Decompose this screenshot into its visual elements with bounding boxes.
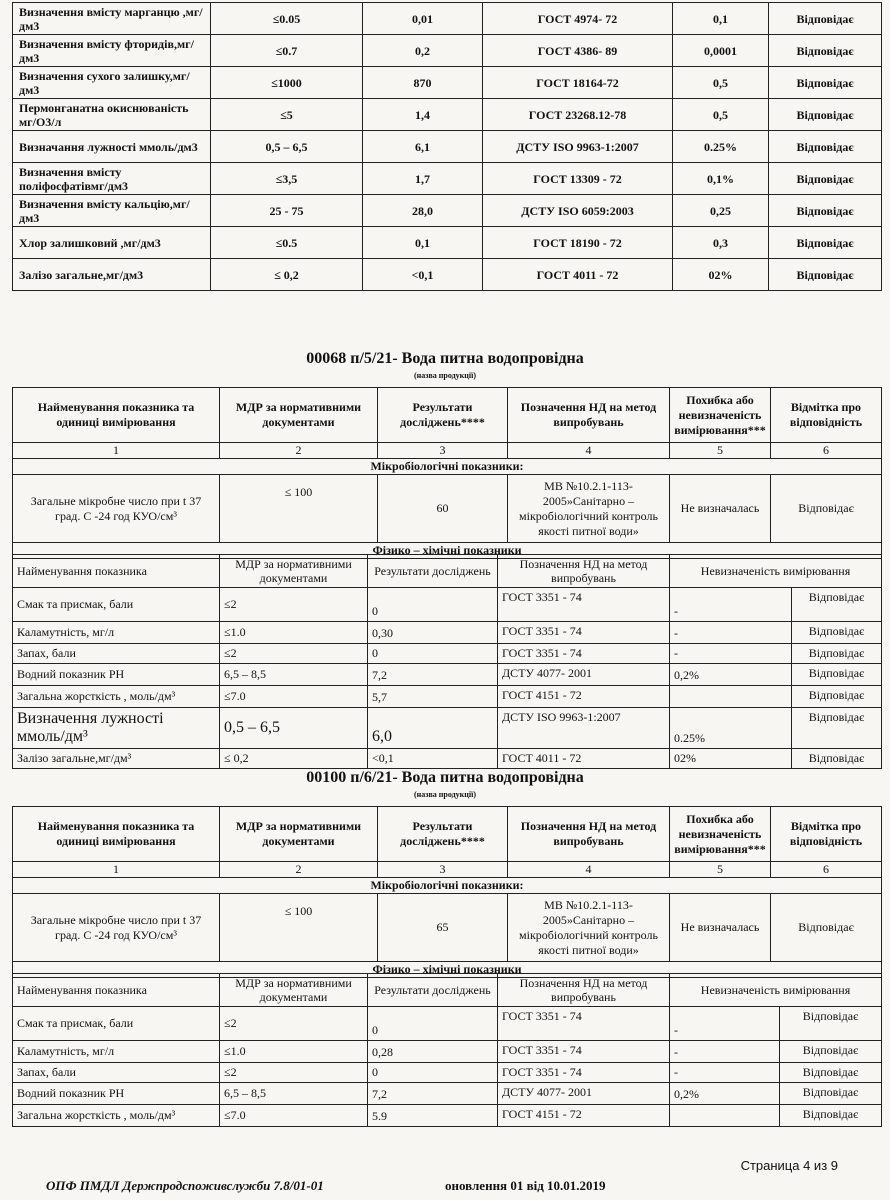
micro-norm: ≤ 100 <box>220 894 378 962</box>
uncertainty-value: - <box>670 622 792 644</box>
header-uncertainty: Похибка або невизначеність вимірювання*** <box>670 388 771 443</box>
norm-value: 6,5 – 8,5 <box>220 1083 368 1105</box>
method-standard: ГОСТ 4386- 89 <box>483 35 673 67</box>
norm-value: ≤5 <box>211 99 363 131</box>
header-norm: МДР за нормативними документами <box>220 807 378 862</box>
table-row <box>13 3 882 35</box>
conformity-status: Відповідає <box>769 67 882 99</box>
section1-phys-table <box>12 554 882 769</box>
result-value: 0,28 <box>368 1041 498 1063</box>
norm-value: ≤3,5 <box>211 163 363 195</box>
indicator-name: Смак та присмак, бали <box>13 1007 220 1041</box>
method-standard: ГОСТ 4151 - 72 <box>498 686 670 708</box>
method-standard: ГОСТ 3351 - 74 <box>498 644 670 664</box>
method-standard: ГОСТ 4011 - 72 <box>483 259 673 291</box>
col-number: 1 <box>13 443 220 459</box>
uncertainty-value: - <box>670 588 792 622</box>
indicator-name: Смак та присмак, бали <box>13 588 220 622</box>
col-number: 4 <box>508 443 670 459</box>
uncertainty-value: 0.25% <box>670 708 792 749</box>
method-standard: ГОСТ 4974- 72 <box>483 3 673 35</box>
table-row <box>13 749 882 769</box>
norm-value: ≤0.5 <box>211 227 363 259</box>
method-standard: ГОСТ 3351 - 74 <box>498 588 670 622</box>
indicator-name: Визначання лужності ммоль/дм3 <box>13 131 211 163</box>
norm-value: 25 - 75 <box>211 195 363 227</box>
indicator-name: Залізо загальне,мг/дм3 <box>13 259 211 291</box>
table-row <box>13 163 882 195</box>
micro-name: Загальне мікробне число при t 37 град. С -24 год КУО/см³ <box>13 475 220 543</box>
micro-method: МВ №10.2.1-113-2005»Санітарно – мікробіологічний контроль якості питної води» <box>508 894 670 962</box>
header-result: Результати досліджень**** <box>378 388 508 443</box>
micro-uncertainty: Не визначалась <box>670 894 771 962</box>
norm-value: ≤ 0,2 <box>220 749 368 769</box>
result-value: 0,2 <box>363 35 483 67</box>
norm-value: ≤7.0 <box>220 1105 368 1127</box>
indicator-name: Загальна жорсткість , моль/дм³ <box>13 1105 220 1127</box>
section-label-micro: Мікробіологічні показники: <box>13 459 882 475</box>
conformity-status: Відповідає <box>769 227 882 259</box>
result-value: 7,2 <box>368 1083 498 1105</box>
uncertainty-value: 0,1% <box>673 163 769 195</box>
section1-micro-table <box>12 387 882 559</box>
conformity-status: Відповідає <box>769 35 882 67</box>
col-number: 6 <box>771 443 882 459</box>
col-number: 2 <box>220 862 378 878</box>
col-number: 2 <box>220 443 378 459</box>
result-value: 28,0 <box>363 195 483 227</box>
micro-conformity: Відповідає <box>771 894 882 962</box>
indicator-name: Каламутність, мг/л <box>13 622 220 644</box>
conformity-status: Відповідає <box>769 195 882 227</box>
micro-uncertainty: Не визначалась <box>670 475 771 543</box>
conformity-status: Відповідає <box>792 664 882 686</box>
phys-header-method: Позначення НД на метод випробувань <box>498 555 670 588</box>
table-row <box>13 67 882 99</box>
result-value: 5.9 <box>368 1105 498 1127</box>
header-conformity: Відмітка про відповідність <box>771 388 882 443</box>
norm-value: ≤7.0 <box>220 686 368 708</box>
conformity-status: Відповідає <box>792 644 882 664</box>
method-standard: ДСТУ ISO 6059:2003 <box>483 195 673 227</box>
top-results-table <box>12 2 882 291</box>
result-value: 0 <box>368 588 498 622</box>
uncertainty-value: 02% <box>673 259 769 291</box>
norm-value: ≤1.0 <box>220 1041 368 1063</box>
norm-value: ≤2 <box>220 1007 368 1041</box>
table-row <box>13 708 882 749</box>
uncertainty-value: - <box>670 1063 780 1083</box>
conformity-status: Відповідає <box>780 1083 882 1105</box>
micro-name: Загальне мікробне число при t 37 град. С -24 год КУО/см³ <box>13 894 220 962</box>
norm-value: 0,5 – 6,5 <box>220 708 368 749</box>
indicator-name: Запах, бали <box>13 1063 220 1083</box>
norm-value: ≤0.7 <box>211 35 363 67</box>
method-standard: ГОСТ 4011 - 72 <box>498 749 670 769</box>
norm-value: 6,5 – 8,5 <box>220 664 368 686</box>
table-row <box>13 35 882 67</box>
uncertainty-value: 0,5 <box>673 67 769 99</box>
product-title-1: 00068 п/5/21- Вода питна водопровідна <box>306 350 584 367</box>
result-value: 6,1 <box>363 131 483 163</box>
method-standard: ДСТУ 4077- 2001 <box>498 1083 670 1105</box>
norm-value: ≤2 <box>220 588 368 622</box>
uncertainty-value: 02% <box>670 749 792 769</box>
result-value: 0,30 <box>368 622 498 644</box>
phys-header-method: Позначення НД на метод випробувань <box>498 974 670 1007</box>
table-row <box>13 686 882 708</box>
phys-header-norm: МДР за нормативними документами <box>220 974 368 1007</box>
result-value: 6,0 <box>368 708 498 749</box>
section-label-phys: Фізико – хімічні показники <box>13 543 882 559</box>
conformity-status: Відповідає <box>792 708 882 749</box>
result-value: 1,7 <box>363 163 483 195</box>
result-value: 0 <box>368 1063 498 1083</box>
table-row <box>13 622 882 644</box>
method-standard: ГОСТ 3351 - 74 <box>498 622 670 644</box>
uncertainty-value: 0,2% <box>670 1083 780 1105</box>
micro-result: 65 <box>378 894 508 962</box>
conformity-status: Відповідає <box>792 622 882 644</box>
conformity-status: Відповідає <box>792 588 882 622</box>
col-number: 1 <box>13 862 220 878</box>
conformity-status: Відповідає <box>792 749 882 769</box>
norm-value: ≤1.0 <box>220 622 368 644</box>
table-row <box>13 195 882 227</box>
indicator-name: Визначення сухого залишку,мг/дм3 <box>13 67 211 99</box>
indicator-name: Каламутність, мг/л <box>13 1041 220 1063</box>
result-value: 7,2 <box>368 664 498 686</box>
col-number: 6 <box>771 862 882 878</box>
norm-value: ≤ 0,2 <box>211 259 363 291</box>
method-standard: ГОСТ 13309 - 72 <box>483 163 673 195</box>
table-row <box>13 1105 882 1127</box>
indicator-name: Пермонганатна окиснюваність мг/О3/л <box>13 99 211 131</box>
uncertainty-value: 0,2% <box>670 664 792 686</box>
uncertainty-value: - <box>670 1007 780 1041</box>
table-row <box>13 664 882 686</box>
conformity-status: Відповідає <box>769 259 882 291</box>
col-number: 3 <box>378 862 508 878</box>
method-standard: ДСТУ ISO 9963-1:2007 <box>498 708 670 749</box>
section-label-phys: Фізико – хімічні показники <box>13 962 882 978</box>
conformity-status: Відповідає <box>780 1063 882 1083</box>
method-standard: ДСТУ ISO 9963-1:2007 <box>483 131 673 163</box>
micro-result: 60 <box>378 475 508 543</box>
header-name: Найменування показника та одиниці вимірювання <box>13 807 220 862</box>
header-method: Позначення НД на метод випробувань <box>508 388 670 443</box>
table-row <box>13 1007 882 1041</box>
uncertainty-value: - <box>670 1041 780 1063</box>
indicator-name: Водний показник РН <box>13 664 220 686</box>
result-value: 5,7 <box>368 686 498 708</box>
micro-conformity: Відповідає <box>771 475 882 543</box>
uncertainty-value: 0,25 <box>673 195 769 227</box>
uncertainty-value: 0,3 <box>673 227 769 259</box>
table-row <box>13 99 882 131</box>
phys-header-name: Найменування показника <box>13 555 220 588</box>
indicator-name: Визначення вмісту поліфосфатівмг/дм3 <box>13 163 211 195</box>
header-norm: МДР за нормативними документами <box>220 388 378 443</box>
product-subtitle-1: (назва продукції) <box>413 371 476 380</box>
method-standard: ГОСТ 23268.12-78 <box>483 99 673 131</box>
method-standard: ДСТУ 4077- 2001 <box>498 664 670 686</box>
uncertainty-value: 0.25% <box>673 131 769 163</box>
method-standard: ГОСТ 18190 - 72 <box>483 227 673 259</box>
norm-value: ≤1000 <box>211 67 363 99</box>
conformity-status: Відповідає <box>780 1105 882 1127</box>
table-row <box>13 1041 882 1063</box>
table-row <box>13 1083 882 1105</box>
method-standard: ГОСТ 3351 - 74 <box>498 1041 670 1063</box>
footer-org: ОПФ ПМДЛ Держпродспоживслужби 7.8/01-01 <box>46 1178 324 1193</box>
result-value: 0,01 <box>363 3 483 35</box>
indicator-name: Визначення вмісту кальцію,мг/дм3 <box>13 195 211 227</box>
table-row <box>13 131 882 163</box>
footer-update: оновлення 01 від 10.01.2019 <box>445 1178 606 1193</box>
conformity-status: Відповідає <box>792 686 882 708</box>
table-row <box>13 259 882 291</box>
result-value: 1,4 <box>363 99 483 131</box>
uncertainty-value: 0,1 <box>673 3 769 35</box>
section2-phys-table <box>12 973 882 1127</box>
indicator-name: Залізо загальне,мг/дм³ <box>13 749 220 769</box>
method-standard: ГОСТ 3351 - 74 <box>498 1007 670 1041</box>
phys-header-norm: МДР за нормативними документами <box>220 555 368 588</box>
header-method: Позначення НД на метод випробувань <box>508 807 670 862</box>
indicator-name: Визначення вмісту марганцю ,мг/дм3 <box>13 3 211 35</box>
micro-norm: ≤ 100 <box>220 475 378 543</box>
phys-header-result: Результати досліджень <box>368 555 498 588</box>
phys-header-result: Результати досліджень <box>368 974 498 1007</box>
result-value: 870 <box>363 67 483 99</box>
page-number: Страница 4 из 9 <box>740 1158 838 1173</box>
uncertainty-value <box>670 1105 780 1127</box>
conformity-status: Відповідає <box>769 3 882 35</box>
norm-value: ≤2 <box>220 644 368 664</box>
table-row <box>13 588 882 622</box>
indicator-name: Загальна жорсткість , моль/дм³ <box>13 686 220 708</box>
col-number: 5 <box>670 443 771 459</box>
result-value: 0,1 <box>363 227 483 259</box>
product-subtitle-2: (назва продукції) <box>413 790 476 799</box>
header-result: Результати досліджень**** <box>378 807 508 862</box>
indicator-name: Визначення лужності ммоль/дм³ <box>13 708 220 749</box>
norm-value: ≤2 <box>220 1063 368 1083</box>
phys-header-uncertainty: Невизначеність вимірювання <box>670 974 882 1007</box>
conformity-status: Відповідає <box>780 1007 882 1041</box>
section2-micro-table <box>12 806 882 978</box>
table-row <box>13 1063 882 1083</box>
header-uncertainty: Похибка або невизначеність вимірювання*** <box>670 807 771 862</box>
col-number: 3 <box>378 443 508 459</box>
result-value: 0 <box>368 644 498 664</box>
col-number: 4 <box>508 862 670 878</box>
header-conformity: Відмітка про відповідність <box>771 807 882 862</box>
conformity-status: Відповідає <box>769 163 882 195</box>
header-name: Найменування показника та одиниці вимірювання <box>13 388 220 443</box>
table-row <box>13 644 882 664</box>
method-standard: ГОСТ 4151 - 72 <box>498 1105 670 1127</box>
uncertainty-value: 0,5 <box>673 99 769 131</box>
conformity-status: Відповідає <box>780 1041 882 1063</box>
indicator-name: Запах, бали <box>13 644 220 664</box>
phys-header-name: Найменування показника <box>13 974 220 1007</box>
conformity-status: Відповідає <box>769 99 882 131</box>
conformity-status: Відповідає <box>769 131 882 163</box>
result-value: <0,1 <box>363 259 483 291</box>
uncertainty-value <box>670 686 792 708</box>
result-value: <0,1 <box>368 749 498 769</box>
uncertainty-value: - <box>670 644 792 664</box>
result-value: 0 <box>368 1007 498 1041</box>
col-number: 5 <box>670 862 771 878</box>
norm-value: ≤0.05 <box>211 3 363 35</box>
indicator-name: Водний показник РН <box>13 1083 220 1105</box>
method-standard: ГОСТ 3351 - 74 <box>498 1063 670 1083</box>
section-label-micro: Мікробіологічні показники: <box>13 878 882 894</box>
method-standard: ГОСТ 18164-72 <box>483 67 673 99</box>
phys-header-uncertainty: Невизначеність вимірювання <box>670 555 882 588</box>
indicator-name: Хлор залишковий ,мг/дм3 <box>13 227 211 259</box>
uncertainty-value: 0,0001 <box>673 35 769 67</box>
indicator-name: Визначення вмісту фторидів,мг/дм3 <box>13 35 211 67</box>
micro-method: МВ №10.2.1-113-2005»Санітарно – мікробіологічний контроль якості питної води» <box>508 475 670 543</box>
norm-value: 0,5 – 6,5 <box>211 131 363 163</box>
table-row <box>13 227 882 259</box>
product-title-2: 00100 п/6/21- Вода питна водопровідна <box>306 769 584 786</box>
